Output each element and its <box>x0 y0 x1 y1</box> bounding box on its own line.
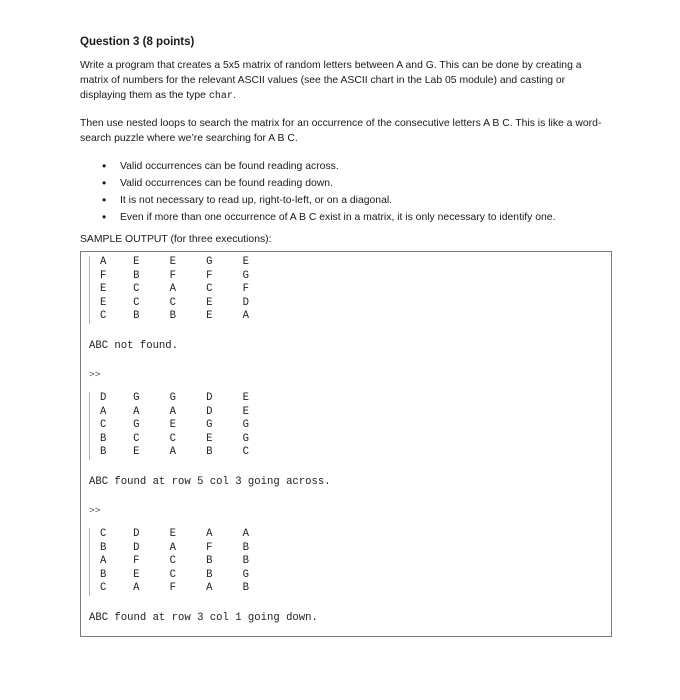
matrix-cell: D <box>133 541 140 554</box>
matrix-cell: C <box>133 296 140 309</box>
matrix-cell: D <box>242 296 249 309</box>
matrix-row <box>92 433 605 447</box>
matrix-cell: B <box>100 568 107 581</box>
matrix-cell: A <box>242 527 249 540</box>
matrix-cell: B <box>242 555 249 568</box>
matrix-cell: B <box>206 568 213 581</box>
matrix-cell: B <box>100 446 107 459</box>
rule-item: • Even if more than one occurrence of A B C exist in a matrix, it is only necessary to identify one. <box>102 209 610 226</box>
matrix-cell: D <box>206 391 213 404</box>
matrix-cell: E <box>206 296 213 309</box>
matrix-cell: A <box>100 256 107 268</box>
matrix-cell: E <box>133 446 140 459</box>
matrix-cell: G <box>169 391 176 404</box>
instructions-paragraph-2: Then use nested loops to search the matrix for an occurrence of the consecutive letters A B C. This is like a word-search puzzle where we’re searching for A B C. <box>80 118 602 144</box>
matrix-cell: G <box>133 419 140 432</box>
matrix-cell: A <box>169 446 176 459</box>
matrix-cell: C <box>100 582 107 595</box>
matrix-row <box>92 569 605 583</box>
matrix-cell: B <box>133 310 140 323</box>
matrix-cell: D <box>206 405 213 418</box>
matrix-cell: E <box>100 296 107 309</box>
matrix-cell: C <box>169 568 176 581</box>
para1-text: Write a program that creates a 5x5 matrix of random letters between A and G. This can be done by creating a matrix of numbers for the relevant ASCII values (see the ASCII chart in the Lab 05 module) and casting or displaying them as the type <box>80 60 582 101</box>
matrix-row <box>92 283 605 297</box>
matrix-row <box>92 419 605 433</box>
matrix-cell: C <box>100 310 107 323</box>
matrix-cell: F <box>206 269 213 282</box>
matrix-cell: C <box>100 419 107 432</box>
matrix-cell: D <box>133 527 140 540</box>
matrix-cell: E <box>206 432 213 445</box>
rule-item: • It is not necessary to read up, right-to-left, or on a diagonal. <box>102 192 610 209</box>
question-heading: Question 3 (8 points) <box>80 36 195 48</box>
matrix-cell: C <box>169 432 176 445</box>
matrix-cell: C <box>242 446 249 459</box>
result-message: ABC found at row 5 col 3 going across. <box>89 475 331 488</box>
matrix-cell: G <box>206 256 213 268</box>
rules-list <box>80 158 610 226</box>
letter-matrix <box>89 256 605 324</box>
rule-item: • Valid occurrences can be found reading across. <box>102 158 610 175</box>
matrix-cell: E <box>242 256 249 268</box>
matrix-cell: A <box>133 582 140 595</box>
matrix-row <box>92 582 605 596</box>
matrix-row <box>92 310 605 324</box>
char-code: char <box>208 91 233 102</box>
matrix-cell: E <box>133 256 140 268</box>
matrix-cell: C <box>169 555 176 568</box>
matrix-cell: G <box>206 419 213 432</box>
matrix-cell: A <box>133 405 140 418</box>
matrix-cell: A <box>100 405 107 418</box>
sample-output-label: SAMPLE OUTPUT (for three executions): <box>80 234 272 245</box>
matrix-cell: F <box>169 582 176 595</box>
matrix-cell: E <box>100 283 107 296</box>
matrix-cell: C <box>169 296 176 309</box>
matrix-cell: A <box>206 582 213 595</box>
matrix-cell: E <box>242 391 249 404</box>
command-prompt: >> <box>89 504 101 516</box>
matrix-row <box>92 270 605 284</box>
matrix-row <box>92 297 605 311</box>
matrix-cell: G <box>242 568 249 581</box>
matrix-cell: A <box>169 541 176 554</box>
matrix-cell: G <box>133 391 140 404</box>
matrix-cell: A <box>169 405 176 418</box>
matrix-cell: C <box>133 283 140 296</box>
matrix-cell: F <box>169 269 176 282</box>
matrix-cell: F <box>133 555 140 568</box>
matrix-cell: A <box>100 555 107 568</box>
question-page <box>80 36 610 637</box>
matrix-cell: F <box>100 269 107 282</box>
matrix-cell: A <box>169 283 176 296</box>
matrix-cell: A <box>206 527 213 540</box>
matrix-cell: A <box>242 310 249 323</box>
matrix-cell: E <box>169 419 176 432</box>
matrix-row <box>92 392 605 406</box>
matrix-cell: B <box>133 269 140 282</box>
matrix-cell: C <box>206 283 213 296</box>
matrix-cell: D <box>100 391 107 404</box>
sample-output-box <box>80 251 612 637</box>
matrix-row <box>92 555 605 569</box>
matrix-cell: C <box>100 527 107 540</box>
matrix-row <box>92 256 605 270</box>
matrix-cell: B <box>206 555 213 568</box>
matrix-cell: E <box>206 310 213 323</box>
matrix-cell: F <box>206 541 213 554</box>
matrix-cell: B <box>206 446 213 459</box>
matrix-cell: E <box>133 568 140 581</box>
matrix-cell: G <box>242 269 249 282</box>
matrix-row <box>92 406 605 420</box>
result-message: ABC not found. <box>89 339 179 352</box>
matrix-cell: B <box>100 541 107 554</box>
letter-matrix <box>89 392 605 460</box>
instructions-paragraph-1 <box>80 58 610 104</box>
matrix-cell: B <box>242 582 249 595</box>
matrix-cell: G <box>242 432 249 445</box>
rule-item: • Valid occurrences can be found reading down. <box>102 175 610 192</box>
result-message: ABC found at row 3 col 1 going down. <box>89 611 318 624</box>
matrix-row <box>92 542 605 556</box>
command-prompt: >> <box>89 368 101 380</box>
matrix-cell: C <box>133 432 140 445</box>
letter-matrix <box>89 528 605 596</box>
matrix-cell: B <box>242 541 249 554</box>
matrix-cell: B <box>100 432 107 445</box>
matrix-cell: E <box>169 527 176 540</box>
matrix-cell: F <box>242 283 249 296</box>
matrix-cell: G <box>242 419 249 432</box>
para1-end: . <box>232 90 236 101</box>
matrix-row <box>92 528 605 542</box>
matrix-cell: B <box>169 310 176 323</box>
matrix-cell: E <box>242 405 249 418</box>
matrix-row <box>92 446 605 460</box>
matrix-cell: E <box>169 256 176 268</box>
